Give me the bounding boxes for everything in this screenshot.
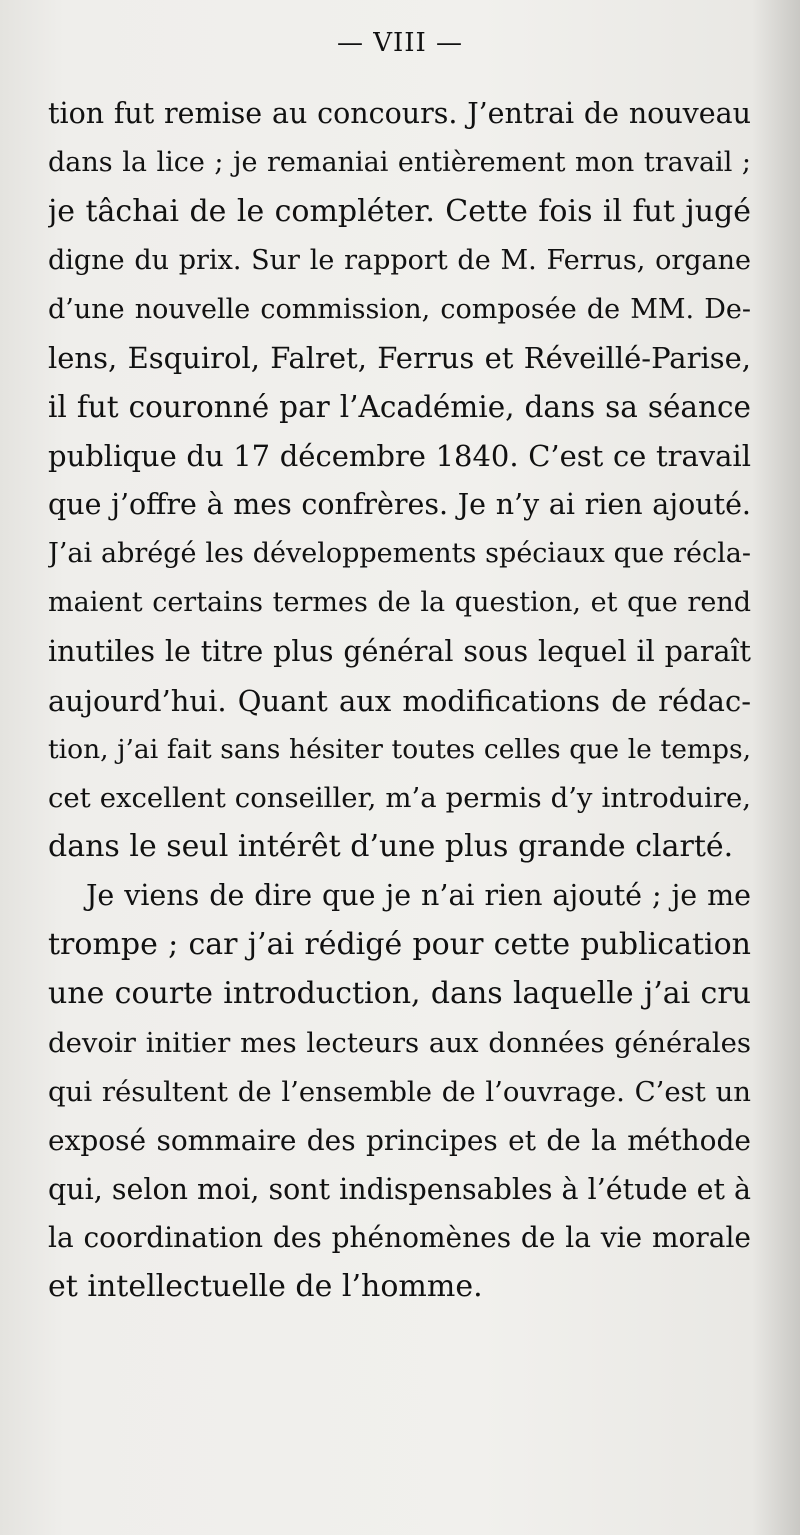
text-line: d’une nouvelle commission, composée de MM. De- (48, 293, 751, 325)
text-line: devoir initier mes lecteurs aux données générales (48, 1026, 751, 1059)
body-text (48, 90, 751, 1312)
text-line: je tâchai de le compléter. Cette fois il fut jugé (48, 193, 751, 229)
text-line: qui résultent de l’ensemble de l’ouvrage. C’est un (48, 1075, 751, 1108)
page-header: — VIII — (336, 28, 464, 58)
text-line: dans le seul intérêt d’une plus grande clarté. (48, 829, 734, 865)
paragraph-2 (48, 872, 751, 1312)
text-line: tion, j’ai fait sans hésiter toutes celles que le temps, (48, 733, 751, 765)
text-line: tion fut remise au concours. J’entrai de nouveau (48, 97, 751, 130)
text-line: J’ai abrégé les développements spéciaux que récla- (48, 538, 751, 570)
text-line: trompe ; car j’ai rédigé pour cette publication (48, 927, 751, 963)
text-line: dans la lice ; je remaniai entièrement mon travail ; (48, 146, 751, 178)
text-line: exposé sommaire des principes et de la méthode (48, 1123, 751, 1157)
text-line: maient certains termes de la question, et que rend (48, 586, 751, 618)
text-line: aujourd’hui. Quant aux modifications de rédac- (48, 683, 751, 718)
text-line: et intellectuelle de l’homme. (48, 1269, 483, 1305)
text-line: lens, Esquirol, Falret, Ferrus et Réveillé-Parise, (48, 341, 751, 376)
text-line: Je viens de dire que je n’ai rien ajouté ; je me (86, 879, 751, 913)
text-line: une courte introduction, dans laquelle j’ai cru (48, 976, 751, 1012)
text-line: il fut couronné par l’Académie, dans sa séance (48, 390, 751, 425)
text-line: publique du 17 décembre 1840. C’est ce travail (48, 439, 751, 474)
text-line: cet excellent conseiller, m’a permis d’y introduire, (48, 782, 751, 815)
text-line: qui, selon moi, sont indispensables à l’étude et à (48, 1172, 751, 1206)
text-line: que j’offre à mes confrères. Je n’y ai rien ajouté. (48, 488, 751, 522)
paragraph-1 (48, 90, 751, 872)
text-line: digne du prix. Sur le rapport de M. Ferrus, organe (48, 244, 751, 276)
text-line: la coordination des phénomènes de la vie morale (48, 1221, 751, 1255)
text-line: inutiles le titre plus général sous lequel il paraît (48, 634, 751, 668)
